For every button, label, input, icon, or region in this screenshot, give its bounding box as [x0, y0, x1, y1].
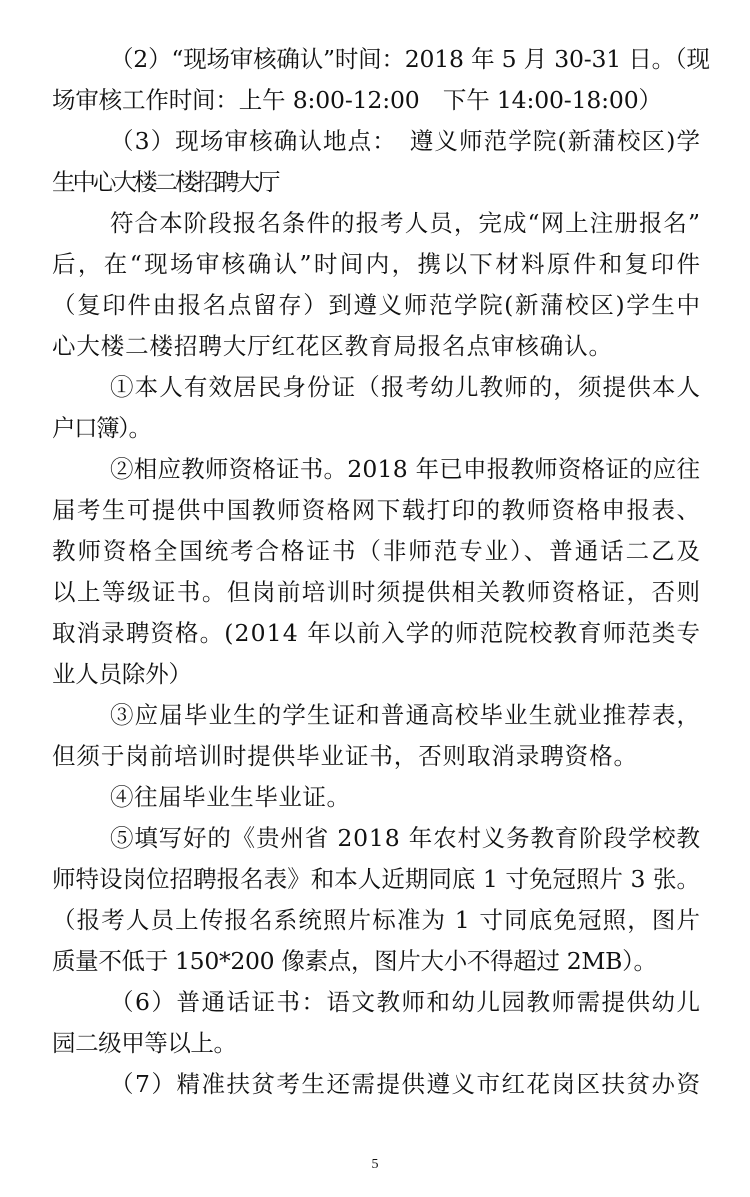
text-line: ②相应教师资格证书。2018 年已申报教师资格证的应往: [110, 455, 701, 483]
text-line: 符合本阶段报名条件的报考人员，完成“网上注册报名”: [110, 209, 702, 237]
text-line: ③应届毕业生的学生证和普通高校毕业生就业推荐表，: [110, 701, 702, 729]
text-line: （报考人员上传报名系统照片标准为 1 寸同底免冠照，图片: [52, 906, 702, 934]
text-line: 心大楼二楼招聘大厅红花区教育局报名点审核确认。: [52, 332, 613, 360]
text-line: （2）“现场审核确认”时间：2018 年 5 月 30-31 日。（现: [110, 45, 710, 73]
text-line: 园二级甲等以上。: [52, 1029, 237, 1057]
text-line: 师特设岗位招聘报名表》和本人近期同底 1 寸免冠照片 3 张。: [52, 865, 701, 893]
text-line: ④往届毕业生毕业证。: [110, 783, 351, 811]
text-line: （7）精准扶贫考生还需提供遵义市红花岗区扶贫办资: [110, 1070, 702, 1098]
text-line: 教师资格全国统考合格证书（非师范专业）、普通话二乙及: [52, 537, 702, 565]
text-line: 户口簿）。: [52, 414, 151, 442]
text-line: ⑤填写好的《贵州省 2018 年农村义务教育阶段学校教: [110, 824, 701, 852]
text-line: （3）现场审核确认地点： 遵义师范学院(新蒲校区)学: [110, 127, 702, 155]
text-line: ①本人有效居民身份证（报考幼儿教师的，须提供本人: [110, 373, 702, 401]
text-line: 质量不低于 150*200 像素点，图片大小不得超过 2MB）。: [52, 947, 657, 975]
text-line: （复印件由报名点留存）到遵义师范学院(新蒲校区)学生中: [52, 291, 702, 319]
text-line: 后，在“现场审核确认”时间内，携以下材料原件和复印件: [52, 250, 703, 278]
text-line: 取消录聘资格。(2014 年以前入学的师范院校教育师范类专: [52, 619, 702, 647]
text-line: 但须于岗前培训时提供毕业证书，否则取消录聘资格。: [52, 742, 638, 770]
text-line: 届考生可提供中国教师资格网下载打印的教师资格申报表、: [52, 496, 702, 524]
text-line: 场审核工作时间：上午 8:00-12:00 下午 14:00-18:00）: [52, 86, 662, 114]
text-line: 生中心大楼二楼招聘大厅: [52, 168, 278, 196]
text-line: （6）普通话证书：语文教师和幼儿园教师需提供幼儿: [110, 988, 702, 1016]
text-line: 以上等级证书。但岗前培训时须提供相关教师资格证，否则: [52, 578, 702, 606]
text-line: 业人员除外）: [52, 660, 192, 688]
page-number: 5: [371, 1157, 379, 1172]
